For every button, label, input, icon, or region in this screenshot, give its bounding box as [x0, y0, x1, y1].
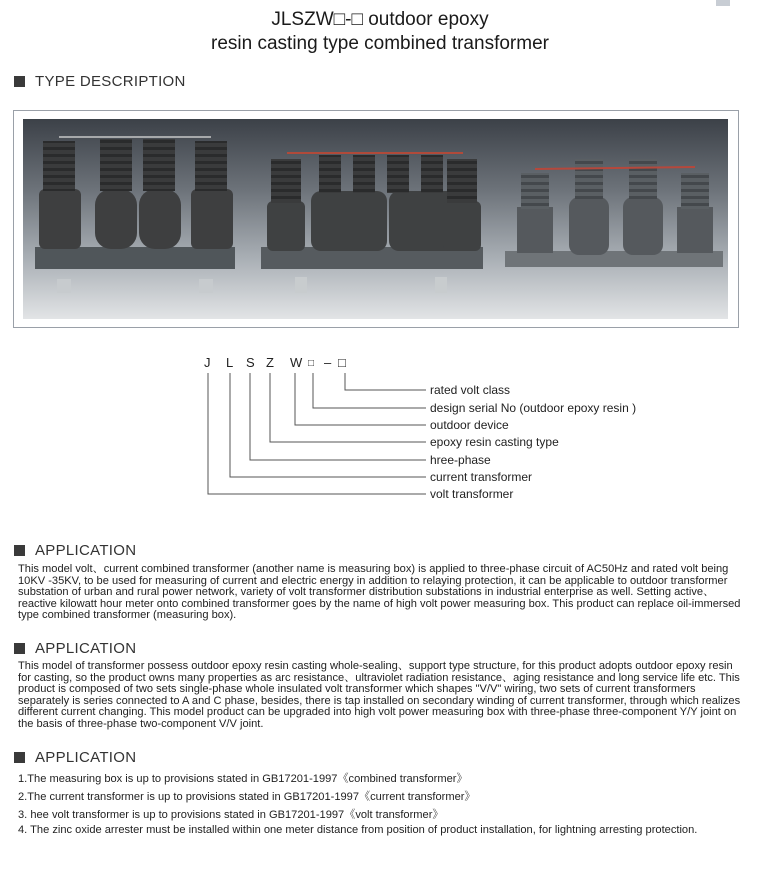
code-dash: –: [324, 355, 332, 370]
legend-design-serial: design serial No (outdoor epoxy resin ): [430, 401, 637, 415]
code-letter-w: W: [290, 355, 303, 370]
code-letter-j: J: [204, 355, 211, 370]
list-text: The zinc oxide arrester must be installed within one meter distance from position of product installation, for lightning arresting protection.: [27, 824, 698, 836]
list-number: 4.: [18, 824, 28, 836]
legend-rated-volt-class: rated volt class: [430, 383, 511, 397]
section-title: APPLICATION: [35, 639, 137, 657]
code-volt-class-box: □: [338, 355, 346, 370]
standard-list-item: [18, 770, 758, 786]
section-heading-application-2: [14, 638, 136, 658]
list-number: 3.: [18, 809, 28, 821]
page-title-line-1: JLSZW□-□ outdoor epoxy: [271, 9, 489, 30]
section-title: TYPE DESCRIPTION: [35, 72, 186, 90]
page-title-line-2: resin casting type combined transformer: [211, 33, 549, 54]
legend-three-phase: hree-phase: [430, 453, 491, 467]
code-letter-l: L: [226, 355, 234, 370]
standard-list-item: [18, 824, 758, 836]
application-paragraph-2: This model of transformer possess outdoor epoxy resin casting whole-sealing、support type structure, for this product adopts outdoor epoxy resin for casting, so the product owns many properties as arc resistance、ultraviolet radiation resistance、aging resistance and long service life etc. This product is composed of two sets single-phase whole insulated volt transformer which shapes "V/V" wiring, two sets of current transformers separately is series connected to A and C phase, besides, there is tap installed on secondary winding of current transformer, through which realizes different current changing. This model product can be upgraded into high volt power measuring box with three-phase three-component Y/Y joint on the basis of three-phase two-component V/V joint.: [18, 660, 741, 730]
legend-current-transformer: current transformer: [430, 470, 533, 484]
code-serial-box: □: [308, 358, 315, 369]
standard-list-item: [18, 788, 758, 804]
section-heading-application-3: [14, 747, 136, 767]
legend-volt-transformer: volt transformer: [430, 487, 514, 501]
standard-list-item: [18, 806, 758, 822]
legend-outdoor-device: outdoor device: [430, 418, 509, 432]
section-heading-application-1: [14, 540, 136, 560]
application-paragraph-1: This model volt、current combined transformer (another name is measuring box) is applied to three-phase circuit of AC50Hz and rated volt being 10KV -35KV, to be used for measuring of current and electric energy in addition to relaying protection, it can be applicable to outdoor transformer substation of urban and rural power network, variety of volt transformer distribution substations in industrial enterprise as well. Setting active、reactive kilowatt hour meter onto combined transformer goes by the name of high volt power measuring box. This product can replace oil-immersed type combined transformer (measuring box).: [18, 563, 741, 622]
code-letter-z: Z: [266, 355, 274, 370]
legend-epoxy-resin-casting: epoxy resin casting type: [430, 435, 559, 449]
section-title: APPLICATION: [35, 748, 137, 766]
list-text: The current transformer is up to provisions stated in GB17201-1997《current transformer》: [27, 791, 476, 803]
section-title: APPLICATION: [35, 541, 137, 559]
code-letter-s: S: [246, 355, 255, 370]
list-text: The measuring box is up to provisions stated in GB17201-1997《combined transformer》: [27, 773, 468, 785]
list-text: hee volt transformer is up to provisions stated in GB17201-1997《volt transformer》: [27, 809, 444, 821]
list-number: 1.: [18, 773, 28, 785]
heading-square-icon: [14, 643, 25, 654]
list-number: 2.: [18, 791, 28, 803]
heading-square-icon: [14, 545, 25, 556]
heading-square-icon: [14, 752, 25, 763]
